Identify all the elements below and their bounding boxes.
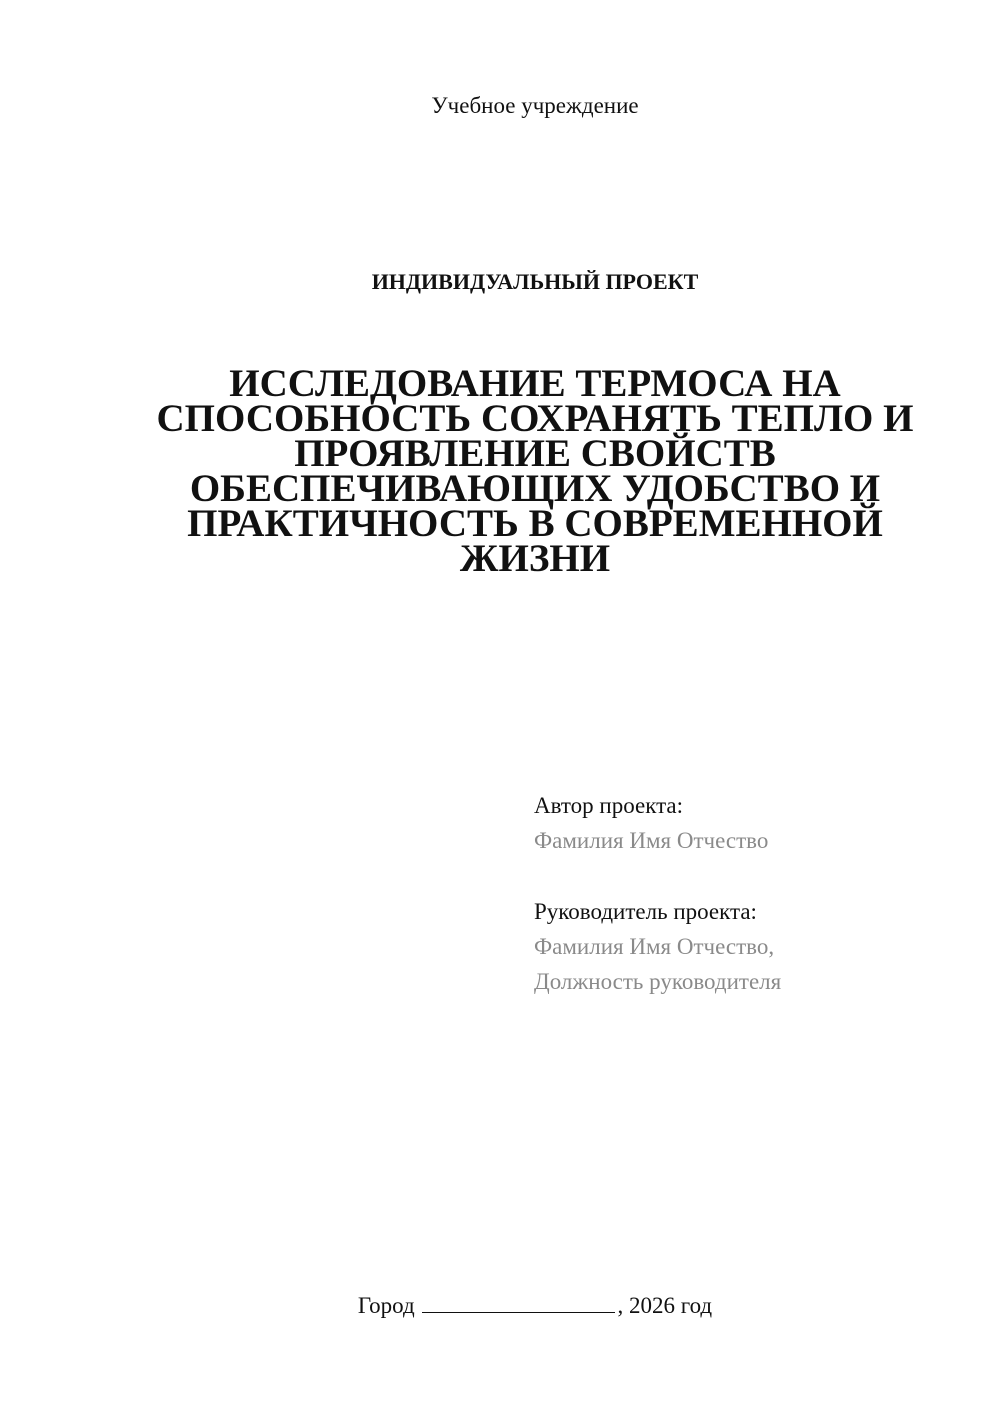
city-year-line: [0, 1290, 1000, 1321]
credits-block: [534, 788, 954, 999]
credits-spacer: [534, 858, 954, 894]
supervisor-name: Фамилия Имя Отчество,: [534, 934, 775, 959]
city-blank-line: [422, 1290, 615, 1313]
city-label: Город: [357, 1293, 415, 1318]
document-type: ИНДИВИДУАЛЬНЫЙ ПРОЕКТ: [371, 269, 699, 294]
title-line: ИССЛЕДОВАНИЕ ТЕРМОСА НА: [229, 362, 841, 405]
institution-name: Учебное учреждение: [431, 93, 639, 118]
title-line: СПОСОБНОСТЬ СОХРАНЯТЬ ТЕПЛО И: [156, 397, 914, 440]
title-line: ПРОЯВЛЕНИЕ СВОЙСТВ: [294, 432, 776, 475]
title-line: ЖИЗНИ: [459, 537, 611, 580]
year-text: , 2026 год: [617, 1293, 713, 1318]
author-name: Фамилия Имя Отчество: [534, 828, 769, 853]
supervisor-position: Должность руководителя: [534, 969, 782, 994]
title-line: ПРАКТИЧНОСТЬ В СОВРЕМЕННОЙ: [187, 502, 883, 545]
author-label: Автор проекта:: [534, 793, 683, 818]
supervisor-label: Руководитель проекта:: [534, 899, 757, 924]
project-title: [150, 362, 920, 580]
title-line: ОБЕСПЕЧИВАЮЩИХ УДОБСТВО И: [189, 467, 881, 510]
